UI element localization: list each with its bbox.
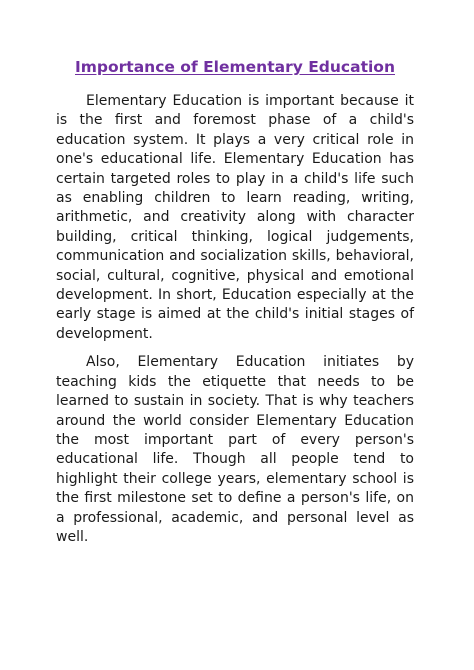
paragraph-2: Also, Elementary Education initiates by teaching kids the etiquette that needs to be learned to sustain in society. That is why teachers around the world consider Elementary Education the most important part of every person's educational life. Though all people tend to highlight their college years, elementary school is the first milestone set to define a person's life, on a professional, academic, and personal level as well. [56, 354, 414, 545]
paragraph-1: Elementary Education is important because it is the first and foremost phase of a child's education system. It plays a very critical role in one's educational life. Elementary Education has certain targeted roles to play in a child's life such as enabling children to learn reading, writing, arithmetic, and creativity along with character building, critical thinking, logical judgements, communication and socialization skills, behavioral, social, cultural, cognitive, physical and emotional development. In short, Education especially at the early stage is aimed at the child's initial stages of development. [56, 93, 414, 342]
document-title: Importance of Elementary Education [75, 58, 395, 76]
